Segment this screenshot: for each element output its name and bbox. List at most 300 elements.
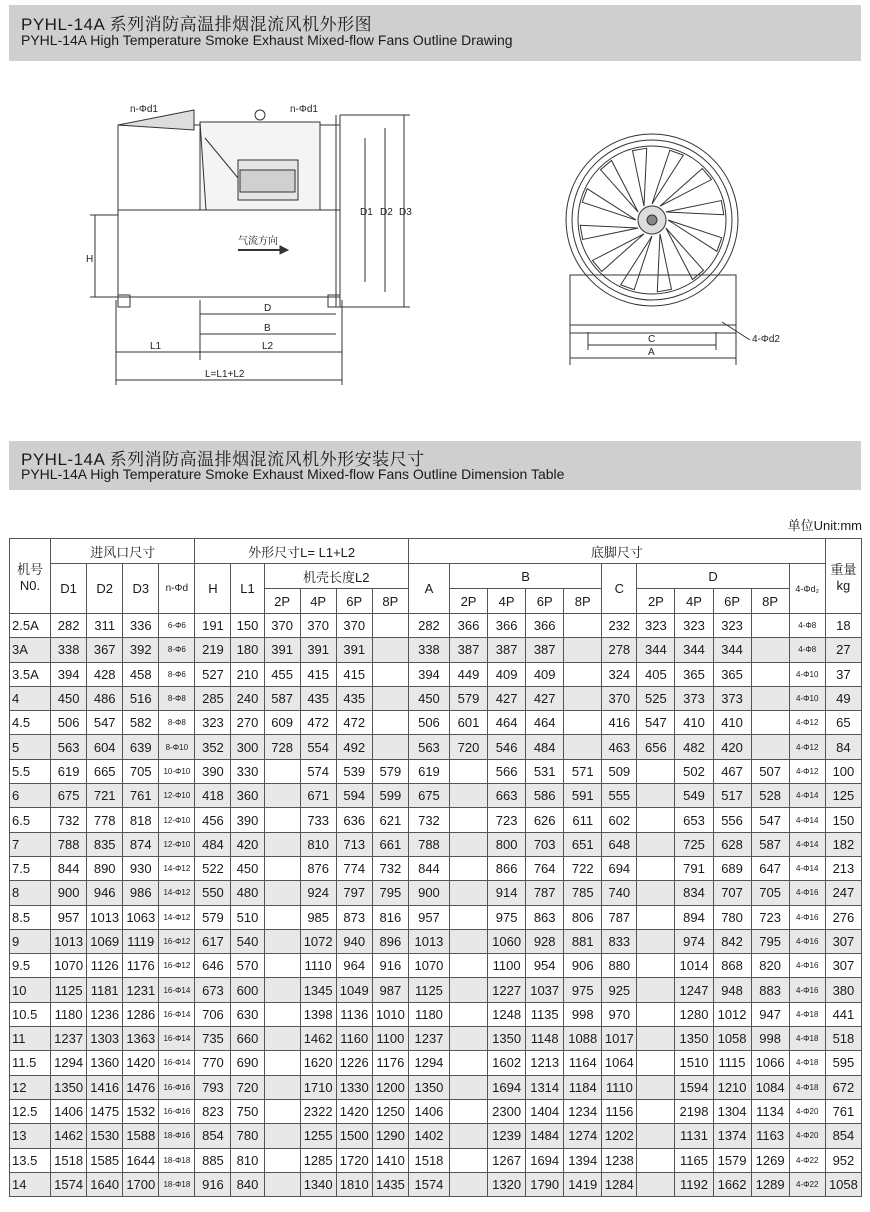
table-cell (372, 662, 408, 686)
table-cell (637, 856, 675, 880)
table-cell: 639 (123, 735, 159, 759)
table-row (10, 1051, 862, 1075)
table-cell: 1267 (488, 1148, 526, 1172)
table-cell: 916 (372, 954, 408, 978)
label-airflow: 气流方向 (238, 236, 278, 247)
table-cell: 764 (526, 856, 564, 880)
table-cell: 525 (637, 686, 675, 710)
th-D2: D2 (87, 564, 123, 614)
table-cell: 720 (231, 1075, 264, 1099)
table-cell: 987 (372, 978, 408, 1002)
table-cell: 4-Φ22 (789, 1172, 825, 1196)
table-cell: 1304 (713, 1099, 751, 1123)
th-L2-8p: 8P (372, 589, 408, 614)
table-cell: 12 (10, 1075, 51, 1099)
table-cell (264, 808, 300, 832)
table-cell: 1350 (675, 1027, 713, 1051)
table-cell (564, 638, 602, 662)
table-cell: 4-Φ10 (789, 686, 825, 710)
table-cell: 787 (526, 881, 564, 905)
table-cell: 1072 (300, 929, 336, 953)
label-D1: D1 (360, 207, 373, 218)
table-cell: 566 (488, 759, 526, 783)
table-cell: 1294 (408, 1051, 449, 1075)
table-cell: 8 (10, 881, 51, 905)
table-cell: 1662 (713, 1172, 751, 1196)
table-cell: 16-Φ16 (159, 1075, 195, 1099)
table-cell: 761 (825, 1099, 861, 1123)
label-A: A (648, 347, 655, 358)
table-cell (637, 1051, 675, 1075)
table-cell: 617 (195, 929, 231, 953)
table-cell: 854 (825, 1124, 861, 1148)
table-cell: 539 (336, 759, 372, 783)
table-cell: 1017 (602, 1027, 637, 1051)
table-cell: 10.5 (10, 1002, 51, 1026)
table-cell: 896 (372, 929, 408, 953)
table-cell: 391 (336, 638, 372, 662)
table-cell: 689 (713, 856, 751, 880)
table-cell: 900 (51, 881, 87, 905)
table-cell: 14 (10, 1172, 51, 1196)
table-cell: 866 (488, 856, 526, 880)
table-cell: 14-Φ12 (159, 856, 195, 880)
table-cell: 660 (231, 1027, 264, 1051)
table-cell: 450 (51, 686, 87, 710)
table-cell: 150 (231, 614, 264, 638)
table-cell (264, 929, 300, 953)
table-cell (449, 832, 487, 856)
table-cell: 656 (637, 735, 675, 759)
th-nd: n-Φd (159, 564, 195, 614)
table-cell: 1345 (300, 978, 336, 1002)
table-cell: 1226 (336, 1051, 372, 1075)
table-cell (449, 1148, 487, 1172)
table-cell: 1136 (336, 1002, 372, 1026)
table-cell: 1720 (336, 1148, 372, 1172)
table-cell: 344 (675, 638, 713, 662)
table-cell: 952 (825, 1148, 861, 1172)
table-cell: 1350 (488, 1027, 526, 1051)
table-cell: 721 (87, 784, 123, 808)
table-cell: 7 (10, 832, 51, 856)
table-cell: 1148 (526, 1027, 564, 1051)
table-cell: 16-Φ14 (159, 1027, 195, 1051)
table-cell (264, 881, 300, 905)
table-cell: 1435 (372, 1172, 408, 1196)
table-cell: 8-Φ6 (159, 662, 195, 686)
label-d2: 4-Φd2 (752, 334, 780, 345)
table-cell (751, 614, 789, 638)
th-weight: 重量 kg (825, 539, 861, 614)
table-cell: 1213 (526, 1051, 564, 1075)
table-cell: 1084 (751, 1075, 789, 1099)
table-cell: 1250 (372, 1099, 408, 1123)
table-cell: 4-Φ18 (789, 1002, 825, 1026)
th-B: B (449, 564, 601, 589)
table-cell: 1012 (713, 1002, 751, 1026)
table-cell: 1125 (408, 978, 449, 1002)
table-cell: 1374 (713, 1124, 751, 1148)
table-cell: 1070 (51, 954, 87, 978)
table-cell: 435 (336, 686, 372, 710)
table-cell: 854 (195, 1124, 231, 1148)
table-cell (564, 614, 602, 638)
table-cell: 373 (713, 686, 751, 710)
table-cell (449, 1002, 487, 1026)
table-cell: 1350 (408, 1075, 449, 1099)
table-cell: 1810 (336, 1172, 372, 1196)
table-cell (751, 662, 789, 686)
table-cell: 1700 (123, 1172, 159, 1196)
table-cell: 720 (449, 735, 487, 759)
table-cell: 810 (231, 1148, 264, 1172)
table-cell: 604 (87, 735, 123, 759)
table-cell: 450 (231, 856, 264, 880)
table-cell: 647 (751, 856, 789, 880)
table-cell: 671 (300, 784, 336, 808)
table-row (10, 978, 862, 1002)
table-cell: 1620 (300, 1051, 336, 1075)
table-cell: 410 (713, 711, 751, 735)
table-cell: 1184 (564, 1075, 602, 1099)
table-cell: 531 (526, 759, 564, 783)
table-cell: 1234 (564, 1099, 602, 1123)
table-cell: 595 (825, 1051, 861, 1075)
table-cell: 587 (751, 832, 789, 856)
table-cell: 240 (231, 686, 264, 710)
table-cell: 957 (408, 905, 449, 929)
table-cell: 1013 (87, 905, 123, 929)
table-cell: 703 (526, 832, 564, 856)
table-cell: 420 (231, 832, 264, 856)
table-cell: 1058 (713, 1027, 751, 1051)
table-cell: 336 (123, 614, 159, 638)
table-cell: 12-Φ10 (159, 808, 195, 832)
table-cell: 1010 (372, 1002, 408, 1026)
table-cell: 14-Φ12 (159, 905, 195, 929)
table-cell (264, 905, 300, 929)
table-cell: 735 (195, 1027, 231, 1051)
table-cell: 563 (51, 735, 87, 759)
table-cell: 1237 (51, 1027, 87, 1051)
table-cell: 4-Φ10 (789, 662, 825, 686)
table-cell: 502 (675, 759, 713, 783)
table-cell: 2.5A (10, 614, 51, 638)
table-cell: 1255 (300, 1124, 336, 1148)
table-cell: 1510 (675, 1051, 713, 1075)
impeller-blade (582, 189, 636, 220)
table-cell: 1125 (51, 978, 87, 1002)
table-cell: 800 (488, 832, 526, 856)
table-cell: 4-Φ16 (789, 954, 825, 978)
table-cell: 455 (264, 662, 300, 686)
impeller-blade (668, 220, 722, 251)
table-cell: 1100 (488, 954, 526, 978)
table-cell: 338 (51, 638, 87, 662)
table-cell: 1484 (526, 1124, 564, 1148)
table-row (10, 929, 862, 953)
table-cell (264, 1075, 300, 1099)
table-cell: 182 (825, 832, 861, 856)
table-cell: 732 (408, 808, 449, 832)
table-cell (637, 1075, 675, 1099)
table-cell: 844 (408, 856, 449, 880)
table-cell: 675 (408, 784, 449, 808)
table-cell: 1290 (372, 1124, 408, 1148)
table-cell: 8-Φ10 (159, 735, 195, 759)
table-cell: 366 (488, 614, 526, 638)
table-cell: 390 (231, 808, 264, 832)
table-cell: 1462 (51, 1124, 87, 1148)
table-cell: 914 (488, 881, 526, 905)
impeller-blade (592, 234, 644, 272)
table-cell: 1462 (300, 1027, 336, 1051)
dimension-table-wrapper (9, 538, 862, 1197)
table-cell: 125 (825, 784, 861, 808)
table-cell (449, 808, 487, 832)
table-cell: 1058 (825, 1172, 861, 1196)
table-cell: 1416 (87, 1075, 123, 1099)
table-cell: 324 (602, 662, 637, 686)
table-cell: 4-Φ8 (789, 638, 825, 662)
table-row (10, 759, 862, 783)
table-cell: 1248 (488, 1002, 526, 1026)
table-row (10, 1124, 862, 1148)
table-row (10, 1002, 862, 1026)
table-row (10, 832, 862, 856)
label-nd1-right: n-Φd1 (290, 104, 318, 115)
table-cell: 974 (675, 929, 713, 953)
impeller-blade (600, 160, 638, 212)
table-cell: 1363 (123, 1027, 159, 1051)
table-cell: 1014 (675, 954, 713, 978)
table-cell: 1202 (602, 1124, 637, 1148)
table-cell: 1210 (713, 1075, 751, 1099)
table-cell: 84 (825, 735, 861, 759)
table-cell: 1049 (336, 978, 372, 1002)
table-cell: 549 (675, 784, 713, 808)
table-cell: 946 (87, 881, 123, 905)
table-cell: 601 (449, 711, 487, 735)
table-cell: 928 (526, 929, 564, 953)
table-cell: 11 (10, 1027, 51, 1051)
table-cell: 373 (675, 686, 713, 710)
table-cell: 1176 (123, 954, 159, 978)
table-cell: 4-Φ14 (789, 832, 825, 856)
table-cell (637, 1172, 675, 1196)
table-cell: 10 (10, 978, 51, 1002)
table-row (10, 662, 862, 686)
table-cell: 599 (372, 784, 408, 808)
table-cell: 18-Φ18 (159, 1172, 195, 1196)
table-cell: 8-Φ6 (159, 638, 195, 662)
table-cell (372, 638, 408, 662)
table-cell: 1088 (564, 1027, 602, 1051)
table-cell: 370 (336, 614, 372, 638)
table-cell (449, 929, 487, 953)
section2-banner (9, 441, 861, 490)
table-cell: 1164 (564, 1051, 602, 1075)
table-cell: 780 (713, 905, 751, 929)
table-cell: 1037 (526, 978, 564, 1002)
table-cell: 540 (231, 929, 264, 953)
table-cell: 6 (10, 784, 51, 808)
table-cell (449, 905, 487, 929)
table-cell: 1286 (123, 1002, 159, 1026)
table-cell: 820 (751, 954, 789, 978)
table-cell: 823 (195, 1099, 231, 1123)
table-cell: 1135 (526, 1002, 564, 1026)
table-cell: 1200 (372, 1075, 408, 1099)
table-cell: 390 (195, 759, 231, 783)
impeller-blade (666, 201, 724, 215)
table-cell (564, 662, 602, 686)
table-cell (637, 759, 675, 783)
table-cell: 925 (602, 978, 637, 1002)
table-cell: 11.5 (10, 1051, 51, 1075)
label-L: L=L1+L2 (205, 369, 245, 380)
table-row (10, 954, 862, 978)
table-cell: 12-Φ10 (159, 784, 195, 808)
label-D: D (264, 303, 272, 314)
table-cell (637, 929, 675, 953)
table-cell: 276 (825, 905, 861, 929)
table-cell: 1530 (87, 1124, 123, 1148)
label-C: C (648, 334, 656, 345)
dimension-table (9, 538, 862, 1197)
table-cell: 387 (449, 638, 487, 662)
table-cell (637, 881, 675, 905)
table-cell: 594 (336, 784, 372, 808)
table-cell: 2300 (488, 1099, 526, 1123)
table-cell: 722 (564, 856, 602, 880)
table-cell: 1644 (123, 1148, 159, 1172)
table-cell: 1404 (526, 1099, 564, 1123)
table-cell: 450 (408, 686, 449, 710)
table-cell (564, 686, 602, 710)
table-cell (264, 1027, 300, 1051)
table-cell: 307 (825, 929, 861, 953)
table-cell (637, 954, 675, 978)
table-cell: 611 (564, 808, 602, 832)
table-cell: 16-Φ12 (159, 954, 195, 978)
th-D-6p: 6P (713, 589, 751, 614)
table-cell (637, 1148, 675, 1172)
table-cell (449, 1051, 487, 1075)
table-row (10, 1027, 862, 1051)
table-cell: 509 (602, 759, 637, 783)
table-cell: 420 (713, 735, 751, 759)
table-cell: 732 (51, 808, 87, 832)
label-B: B (264, 323, 271, 334)
table-cell: 964 (336, 954, 372, 978)
table-cell (751, 638, 789, 662)
table-cell: 975 (488, 905, 526, 929)
table-cell: 1314 (526, 1075, 564, 1099)
table-cell (264, 1051, 300, 1075)
table-row (10, 1148, 862, 1172)
table-cell (264, 1099, 300, 1123)
table-cell: 415 (300, 662, 336, 686)
table-cell: 916 (195, 1172, 231, 1196)
table-cell: 1060 (488, 929, 526, 953)
table-cell: 300 (231, 735, 264, 759)
table-cell: 100 (825, 759, 861, 783)
table-cell: 482 (675, 735, 713, 759)
table-cell: 1402 (408, 1124, 449, 1148)
table-cell: 180 (231, 638, 264, 662)
table-cell: 985 (300, 905, 336, 929)
table-cell: 16-Φ12 (159, 929, 195, 953)
th-L2: 机壳长度L2 (264, 564, 408, 589)
th-B-6p: 6P (526, 589, 564, 614)
table-cell: 728 (264, 735, 300, 759)
table-cell: 619 (408, 759, 449, 783)
table-cell: 546 (488, 735, 526, 759)
th-d2: 4-Φd₂ (789, 564, 825, 614)
table-cell: 387 (488, 638, 526, 662)
impeller-blade (652, 150, 683, 204)
table-cell: 516 (123, 686, 159, 710)
table-cell (637, 832, 675, 856)
label-D2: D2 (380, 207, 393, 218)
th-H: H (195, 564, 231, 614)
table-cell: 890 (87, 856, 123, 880)
th-outline: 外形尺寸L= L1+L2 (195, 539, 409, 564)
table-cell: 1419 (564, 1172, 602, 1196)
table-cell: 1518 (408, 1148, 449, 1172)
table-cell: 7.5 (10, 856, 51, 880)
table-cell: 4-Φ8 (789, 614, 825, 638)
table-cell: 8-Φ8 (159, 686, 195, 710)
table-cell: 37 (825, 662, 861, 686)
table-cell: 506 (408, 711, 449, 735)
table-cell: 435 (300, 686, 336, 710)
table-cell: 510 (231, 905, 264, 929)
table-cell: 975 (564, 978, 602, 1002)
table-cell: 1013 (408, 929, 449, 953)
table-cell: 732 (372, 856, 408, 880)
table-cell: 673 (195, 978, 231, 1002)
th-C: C (602, 564, 637, 614)
th-inlet: 进风口尺寸 (51, 539, 195, 564)
table-cell: 1274 (564, 1124, 602, 1148)
table-cell: 456 (195, 808, 231, 832)
table-cell: 1406 (408, 1099, 449, 1123)
table-cell (449, 1124, 487, 1148)
table-cell: 6.5 (10, 808, 51, 832)
table-cell: 4-Φ16 (789, 881, 825, 905)
th-B-2p: 2P (449, 589, 487, 614)
table-cell: 1269 (751, 1148, 789, 1172)
table-cell: 723 (751, 905, 789, 929)
table-cell (264, 759, 300, 783)
table-cell: 282 (408, 614, 449, 638)
table-cell: 880 (602, 954, 637, 978)
table-cell: 4-Φ14 (789, 856, 825, 880)
table-cell: 323 (675, 614, 713, 638)
table-cell: 18-Φ16 (159, 1124, 195, 1148)
table-cell: 4-Φ12 (789, 735, 825, 759)
table-cell: 661 (372, 832, 408, 856)
table-cell: 586 (526, 784, 564, 808)
table-cell: 791 (675, 856, 713, 880)
table-cell: 394 (51, 662, 87, 686)
table-cell: 392 (123, 638, 159, 662)
table-cell (449, 1172, 487, 1196)
table-cell: 1069 (87, 929, 123, 953)
